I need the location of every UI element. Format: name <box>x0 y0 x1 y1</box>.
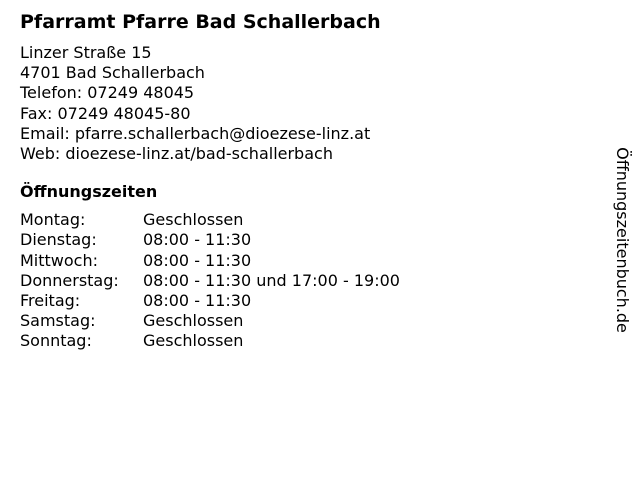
day-label: Mittwoch: <box>20 250 98 270</box>
hours-row-sunday <box>20 331 600 351</box>
hours-row-monday <box>20 210 600 230</box>
hours-row-tuesday <box>20 230 600 250</box>
postal-city: 4701 Bad Schallerbach <box>20 63 205 83</box>
day-label: Sonntag: <box>20 331 92 351</box>
web-line: Web: dioezese-linz.at/bad-schallerbach <box>20 144 333 164</box>
time-value: 08:00 - 11:30 <box>143 230 252 250</box>
time-value: 08:00 - 11:30 und 17:00 - 19:00 <box>143 270 400 290</box>
business-card <box>20 10 600 352</box>
day-label: Freitag: <box>20 291 81 311</box>
time-value: 08:00 - 11:30 <box>143 291 252 311</box>
day-label: Dienstag: <box>20 230 97 250</box>
day-label: Montag: <box>20 210 86 230</box>
fax-line: Fax: 07249 48045-80 <box>20 103 191 123</box>
business-name: Pfarramt Pfarre Bad Schallerbach <box>20 11 381 33</box>
opening-hours-heading: Öffnungszeiten <box>20 182 158 202</box>
day-label: Donnerstag: <box>20 270 119 290</box>
time-value: Geschlossen <box>143 210 244 230</box>
address-block <box>20 43 600 164</box>
hours-row-friday <box>20 291 600 311</box>
time-value: Geschlossen <box>143 311 244 331</box>
street-address: Linzer Straße 15 <box>20 43 152 62</box>
opening-hours-list <box>20 210 600 351</box>
hours-row-wednesday <box>20 251 600 271</box>
hours-row-thursday <box>20 271 600 291</box>
day-label: Samstag: <box>20 311 96 331</box>
site-brand-label: Öffnungszeitenbuch.de <box>613 147 632 333</box>
phone-line: Telefon: 07249 48045 <box>20 83 195 103</box>
hours-row-saturday <box>20 311 600 331</box>
email-line: Email: pfarre.schallerbach@dioezese-linz.at <box>20 123 371 143</box>
time-value: 08:00 - 11:30 <box>143 250 252 270</box>
time-value: Geschlossen <box>143 331 244 351</box>
